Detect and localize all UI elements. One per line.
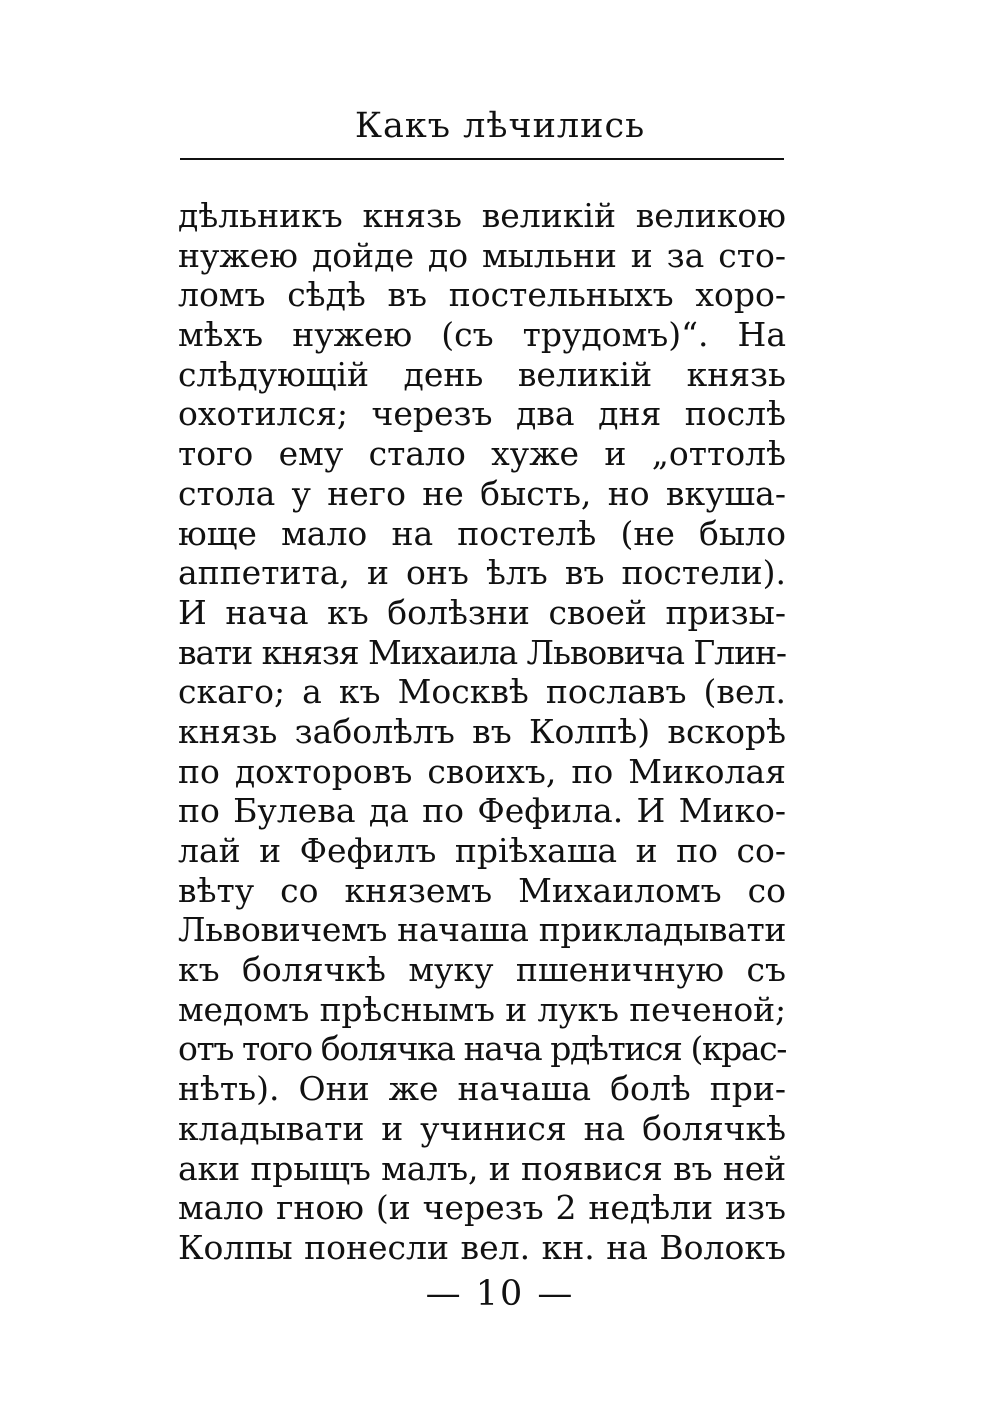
text-line: мало гною (и черезъ 2 недѣли изъ xyxy=(178,1188,786,1228)
text-line: по Булева да по Фефила. И Мико- xyxy=(178,791,786,831)
text-line: Колпы понесли вел. кн. на Волокъ xyxy=(178,1227,786,1267)
text-line: кладывати и учинися на болячкѣ xyxy=(178,1108,786,1148)
text-line: слѣдующій день великій князь xyxy=(178,354,786,394)
text-line: отъ того болячка нача рдѣтися (крас- xyxy=(178,1029,786,1069)
text-line: И нача къ болѣзни своей призы- xyxy=(178,592,786,632)
text-line: нѣть). Они же начаша болѣ при- xyxy=(178,1069,786,1109)
text-line: скаго; а къ Москвѣ пославъ (вел. xyxy=(178,672,786,712)
text-line: аки прыщъ малъ, и появися въ ней xyxy=(178,1148,786,1188)
text-line: мѣхъ нужею (съ трудомъ)“. На xyxy=(178,315,786,355)
page-number: — 10 — xyxy=(425,1274,575,1314)
text-line: юще мало на постелѣ (не было xyxy=(178,513,786,553)
text-line: вати князя Михаила Львовича Глин- xyxy=(178,632,786,672)
text-line: дѣльникъ князь великій великою xyxy=(178,196,786,235)
text-line: лай и Фефилъ пріѣхаша и по со- xyxy=(178,831,786,870)
text-line: Львовичемъ начаша прикладывати xyxy=(178,910,786,950)
text-line: того ему стало хуже и „оттолѣ xyxy=(178,434,786,474)
text-line: стола у него не бысть, но вкуша- xyxy=(178,473,786,513)
text-line: охотился; черезъ два дня послѣ xyxy=(178,394,786,434)
text-line: по дохторовъ своихъ, по Миколая xyxy=(178,751,786,791)
body-text xyxy=(178,196,786,1268)
text-line: къ болячкѣ муку пшеничную съ xyxy=(178,950,786,990)
text-line: нужею дойде до мыльни и за сто- xyxy=(178,235,786,275)
header-rule xyxy=(180,158,784,160)
text-line: вѣту со княземъ Михаиломъ со xyxy=(178,870,786,910)
running-head: Какъ лѣчились xyxy=(354,106,646,146)
text-line: медомъ прѣснымъ и лукъ печеной; xyxy=(178,989,786,1029)
text-line: аппетита, и онъ ѣлъ въ постели). xyxy=(178,553,786,593)
text-line: князь заболѣлъ въ Колпѣ) вскорѣ xyxy=(178,711,786,751)
text-line: ломъ сѣдѣ въ постельныхъ хоро- xyxy=(178,275,786,315)
